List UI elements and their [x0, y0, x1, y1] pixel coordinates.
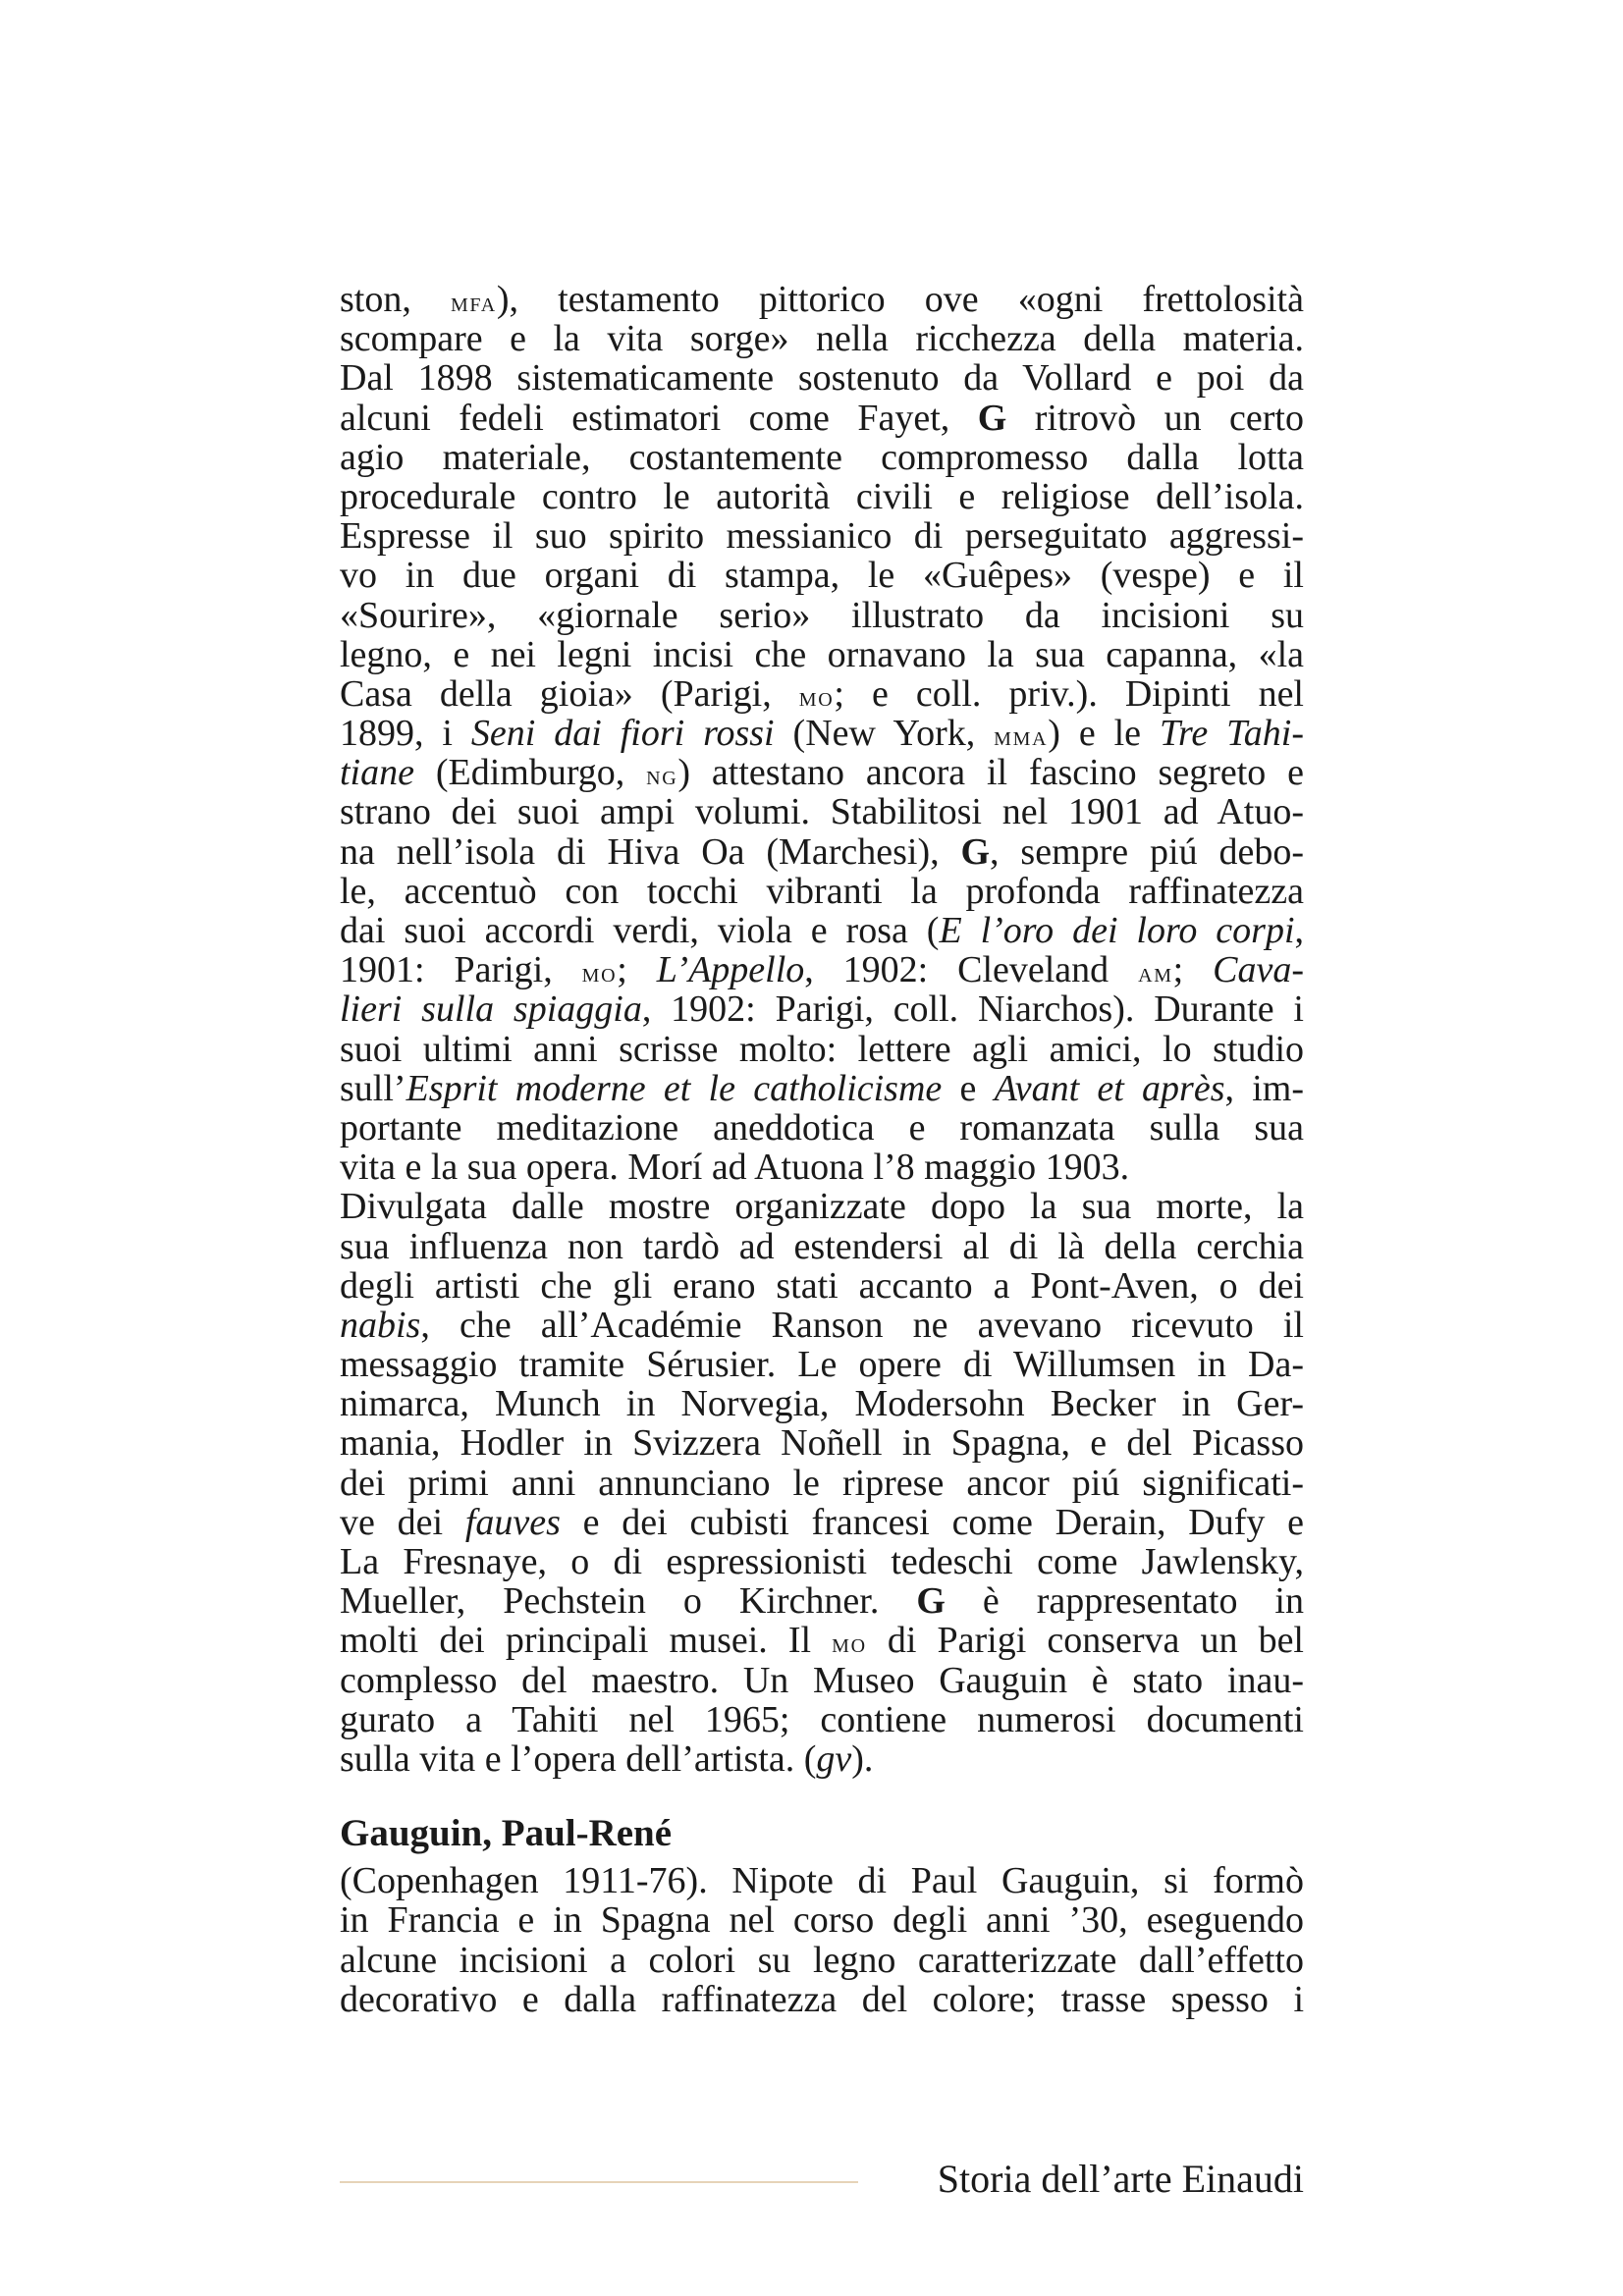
text-line: vita e la sua opera. Morí ad Atuona l’8 maggio 1903.	[340, 1147, 1130, 1189]
text-line: (Copenhagen 1911-76). Nipote di Paul Gauguin, si formò	[340, 1860, 1304, 1902]
paragraph	[340, 1861, 1304, 2019]
text-line: suoi ultimi anni scrisse molto: lettere agli amici, lo studio	[340, 1028, 1304, 1070]
text-line: ve dei fauves e dei cubisti francesi come Derain, Dufy e	[340, 1501, 1304, 1543]
text-line: strano dei suoi ampi volumi. Stabilitosi nel 1901 ad Atuo-	[340, 791, 1304, 833]
text-line: tiane (Edimburgo, ng) attestano ancora il fascino segreto e	[340, 752, 1304, 794]
text-line: portante meditazione aneddotica e romanzata sulla sua	[340, 1106, 1304, 1148]
paragraph	[340, 1187, 1304, 1779]
text-line: agio materiale, costantemente compromesso dalla lotta	[340, 436, 1304, 478]
footer-brand: Storia dell’arte Einaudi	[937, 2157, 1304, 2201]
text-line: gurato a Tahiti nel 1965; contiene numerosi documenti	[340, 1698, 1304, 1740]
text-line: alcune incisioni a colori su legno caratterizzate dall’effetto	[340, 1939, 1304, 1981]
paragraph	[340, 280, 1304, 1187]
text-line: alcuni fedeli estimatori come Fayet, G ritrovò un certo	[340, 397, 1304, 439]
text-line: vo in due organi di stampa, le «Guêpes» (vespe) e il	[340, 555, 1304, 597]
text-line: sua influenza non tardò ad estendersi al di là della cerchia	[340, 1225, 1304, 1267]
text-line: Espresse il suo spirito messianico di perseguitato aggressi-	[340, 515, 1304, 558]
text-line: 1899, i Seni dai fiori rossi (New York, mma) e le Tre Tahi-	[340, 713, 1305, 755]
text-line: «Sourire», «giornale serio» illustrato da incisioni su	[340, 594, 1304, 636]
entry-heading: Gauguin, Paul-René	[340, 1812, 673, 1855]
text-line: sull’Esprit moderne et le catholicisme e Avant et après, im-	[340, 1067, 1305, 1109]
text-line: molti dei principali musei. Il mo di Parigi conserva un bel	[340, 1620, 1304, 1662]
text-line: messaggio tramite Sérusier. Le opere di Willumsen in Da-	[340, 1344, 1304, 1386]
text-line: mania, Hodler in Svizzera Noñell in Spagna, e del Picasso	[340, 1422, 1304, 1465]
text-line: Casa della gioia» (Parigi, mo; e coll. priv.). Dipinti nel	[340, 672, 1304, 715]
text-line: Mueller, Pechstein o Kirchner. G è rappresentato in	[340, 1580, 1304, 1623]
footer-divider	[340, 2181, 858, 2183]
text-line: sulla vita e l’opera dell’artista. (gv).	[340, 1737, 874, 1780]
text-line: legno, e nei legni incisi che ornavano la sua capanna, «la	[340, 633, 1304, 675]
article-text	[340, 280, 1304, 2019]
text-line: La Fresnaye, o di espressionisti tedeschi come Jawlensky,	[340, 1541, 1304, 1582]
text-line: lieri sulla spiaggia, 1902: Parigi, coll. Niarchos). Durante i	[340, 988, 1304, 1031]
text-line: decorativo e dalla raffinatezza del colore; trasse spesso i	[340, 1978, 1304, 2020]
text-line: dai suoi accordi verdi, viola e rosa (E l’oro dei loro corpi,	[340, 910, 1305, 951]
text-line: Dal 1898 sistematicamente sostenuto da Vollard e poi da	[340, 357, 1304, 400]
text-line: dei primi anni annunciano le riprese ancor piú significati-	[340, 1462, 1304, 1504]
text-line: nimarca, Munch in Norvegia, Modersohn Becker in Ger-	[340, 1383, 1304, 1425]
text-line: nabis, che all’Académie Ranson ne avevano ricevuto il	[340, 1304, 1304, 1346]
text-line: 1901: Parigi, mo; L’Appello, 1902: Cleveland am; Cava-	[340, 949, 1304, 991]
text-line: procedurale contro le autorità civili e religiose dell’isola.	[340, 475, 1304, 517]
text-line: degli artisti che gli erano stati accanto a Pont-Aven, o dei	[340, 1264, 1304, 1307]
text-line: ston, mfa), testamento pittorico ove «ogni frettolosità	[340, 279, 1304, 320]
text-line: na nell’isola di Hiva Oa (Marchesi), G, sempre piú debo-	[340, 830, 1304, 873]
text-line: le, accentuò con tocchi vibranti la profonda raffinatezza	[340, 870, 1304, 912]
text-line: in Francia e in Spagna nel corso degli anni ’30, eseguendo	[340, 1899, 1304, 1942]
text-line: complesso del maestro. Un Museo Gauguin è stato inau-	[340, 1659, 1304, 1701]
text-line: scompare e la vita sorge» nella ricchezza della materia.	[340, 318, 1304, 360]
text-line: Divulgata dalle mostre organizzate dopo la sua morte, la	[340, 1186, 1304, 1228]
